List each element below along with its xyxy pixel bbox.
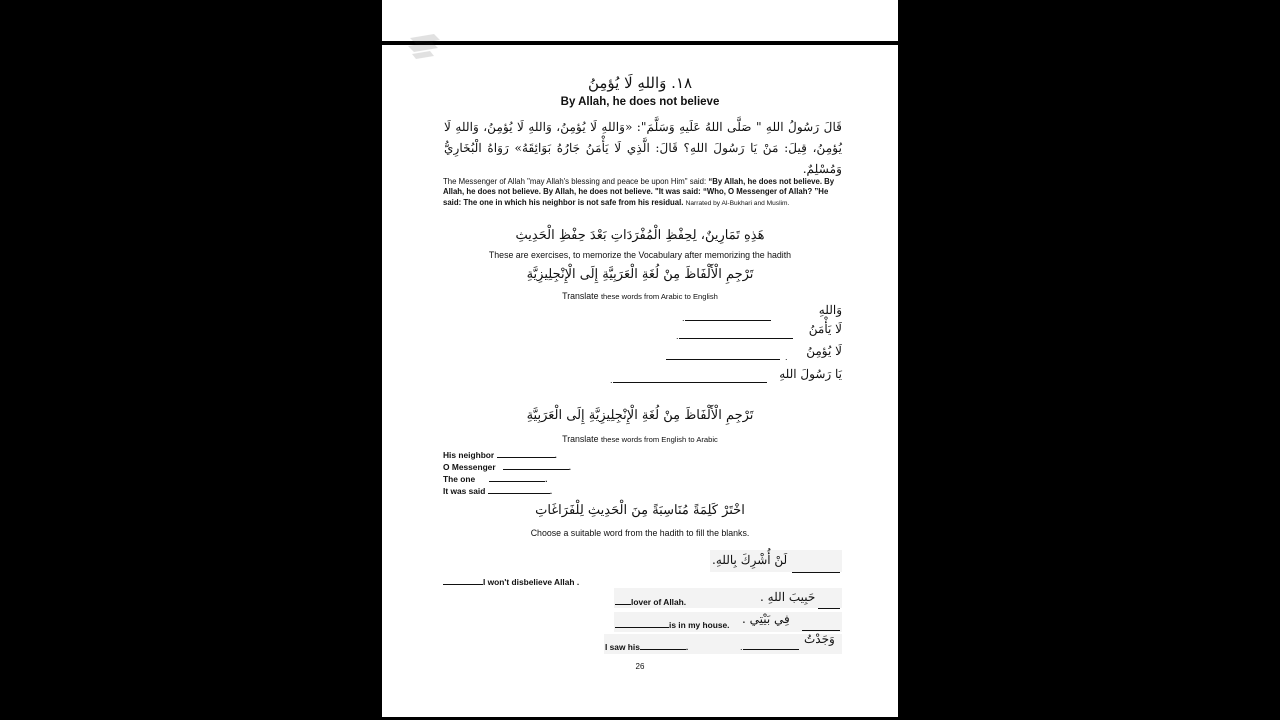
hadith-arabic-text: قَالَ رَسُولُ اللهِ " صَلَّى اللهُ عَلَيهِ وَسَلَّمَ": «وَاللهِ لَا يُؤمِنُ، وَاللهِ لَا يُؤمِنُ، وَاللهِ لَا يُؤمِنُ، قِيلَ: مَنْ يَا رَسُولَ اللهِ؟ قَالَ: الَّذِي لَا يَأْمَنُ جَارُهُ بَوَائِقَهُ» رَوَاهُ الْبُخَارِيُّ وَمُسْلِمٌ.	[444, 120, 842, 176]
hadith-said: "It was said:	[655, 187, 701, 197]
section1-item-4-blank[interactable]: .	[610, 373, 767, 385]
exercises-intro-arabic: هَذِهِ تَمَارِينٌ، لِحِفْظِ الْمُفْرَدَاتِ بَعْدَ حِفْظِ الْحَدِيثِ	[515, 228, 765, 243]
exercises-intro-english: These are exercises, to memorize the Vocabulary after memorizing the hadith	[488, 250, 792, 260]
section3-title-arabic: اخْتَرْ كَلِمَةً مُنَاسِبَةً مِنَ الْحَدِيثِ لِلْفَرَاغَاتِ	[535, 503, 745, 518]
watermark-logo-icon	[404, 24, 446, 66]
section1-item-1-blank[interactable]: .	[682, 311, 771, 323]
section2-translate-word: Translate	[562, 434, 599, 444]
q4-english[interactable]: I saw his .	[605, 642, 689, 652]
section2-item-1-label: His neighbor	[443, 450, 495, 460]
page-top-rule	[382, 41, 898, 45]
section3-title-english: Choose a suitable word from the hadith to fill the blanks.	[530, 528, 750, 538]
q1-english[interactable]	[443, 575, 579, 587]
hadith-quote-1: “By Allah, he does not believe. By Allah, he does not believe. By Allah, he does not believe.	[443, 177, 835, 197]
hadith-english-text	[443, 177, 843, 209]
section1-translate-rest: these words from Arabic to English	[600, 292, 718, 301]
page-number: 26	[635, 662, 645, 671]
section2-item-2-label: O Messenger	[443, 462, 496, 472]
q4-blank[interactable]: .	[740, 640, 799, 652]
section2-item-3-label: The one	[443, 474, 476, 484]
section2-title-arabic: تَرْجِمِ الْأَلْفَاظَ مِنْ لُغَةِ الْإِنْجِلِيزِيَّةِ إِلَى الْعَرَبِيَّةِ	[526, 408, 754, 423]
q3-english[interactable]	[615, 618, 730, 630]
q2-english-text: lover of Allah.	[631, 597, 687, 607]
hadith-narration: Narrated by Al-Bukhari and Muslim.	[685, 199, 790, 207]
q2-english[interactable]	[615, 595, 686, 607]
section2-item-4[interactable]: It was said .	[443, 486, 553, 496]
section1-item-4-arabic: يَا رَسُولَ اللهِ	[779, 367, 842, 381]
q2-arabic: حَبِيبَ اللهِ .	[760, 590, 816, 604]
q4-english-text: I saw his	[605, 642, 640, 652]
section1-item-3-arabic: لَا يُؤمِنُ	[806, 344, 842, 358]
section1-item-2-blank[interactable]: .	[676, 329, 793, 341]
q1-arabic: لَنْ أُشْرِكَ بِاللهِ.	[712, 553, 788, 567]
section1-item-3-blank[interactable]: .	[666, 350, 788, 362]
section2-title-english	[382, 434, 898, 444]
q1-english-text: I won't disbelieve Allah .	[483, 577, 580, 587]
lesson-title-arabic: ١٨. وَاللهِ لَا يُؤمِنُ	[587, 74, 693, 92]
q3-english-text: is in my house.	[669, 620, 730, 630]
section2-item-3[interactable]: The one .	[443, 474, 548, 484]
document-page	[382, 0, 898, 717]
section2-item-4-label: It was said	[443, 486, 486, 496]
section1-item-1-arabic: وَاللهِ	[818, 303, 842, 317]
hadith-intro: The Messenger of Allah "may Allah's blessing and peace be upon Him" said:	[443, 177, 707, 186]
section1-item-2-arabic: لَا يَأْمَنُ	[808, 322, 842, 336]
section2-translate-rest: these words from English to Arabic	[600, 435, 718, 444]
section2-item-2[interactable]: O Messenger .	[443, 462, 571, 472]
section1-title-arabic: تَرْجِمِ الْأَلْفَاظَ مِنْ لُغَةِ الْعَرَبِيَّةِ إِلَى الْإِنْجِلِيزِيَّةِ	[526, 267, 754, 282]
q4-arabic: وَجَدْتُ	[804, 632, 835, 646]
section1-translate-word: Translate	[562, 291, 599, 301]
q3-arabic: فِي بَيْتِي .	[742, 612, 790, 626]
section1-title-english	[382, 291, 898, 301]
hadith-quote-2: “Who, O Messenger of Allah? ”He said: The one in which his neighbor is not safe from his residual.	[443, 187, 829, 207]
q1-blank[interactable]	[792, 560, 840, 578]
lesson-title-english: By Allah, he does not believe	[560, 96, 720, 108]
section2-item-1[interactable]: His neighbor .	[443, 450, 557, 460]
